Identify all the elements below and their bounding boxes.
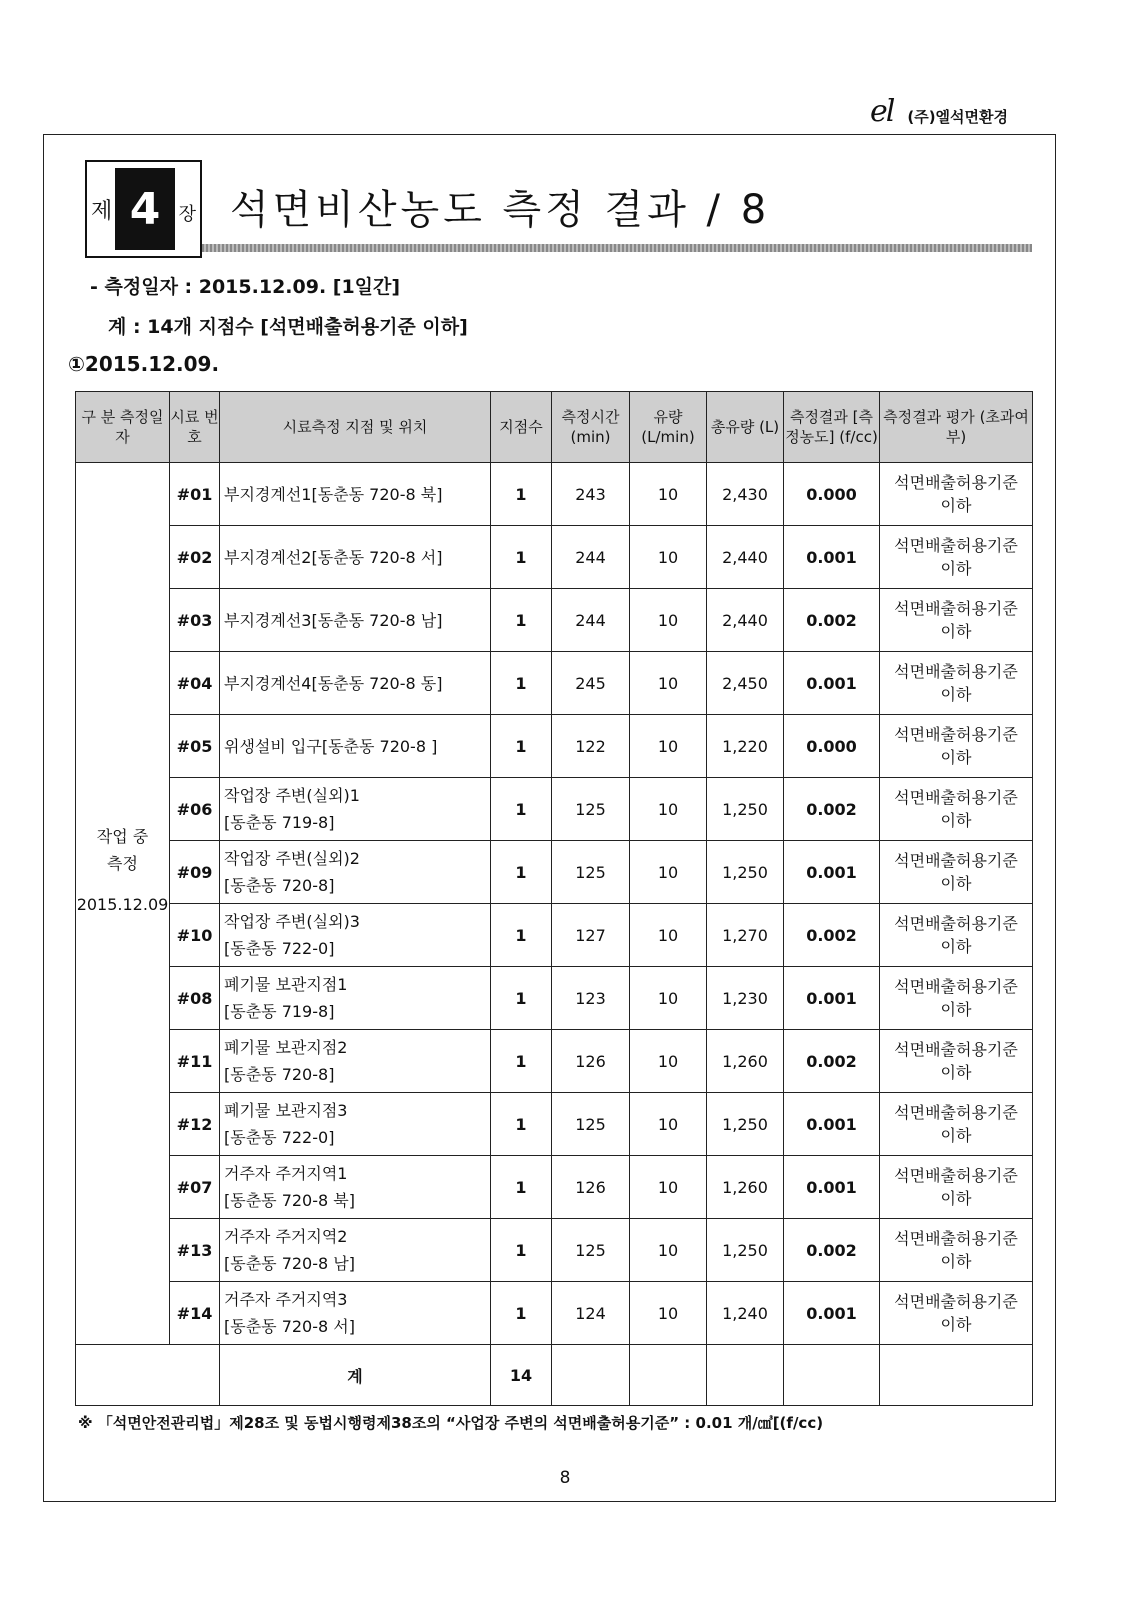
- evaluation-cell: [880, 967, 1033, 1030]
- evaluation-line: 석면배출허용기준: [894, 662, 1018, 681]
- location-line: 부지경계선1[동춘동 720-8 북]: [224, 484, 443, 504]
- evaluation-line: 석면배출허용기준: [894, 914, 1018, 933]
- table-row: [76, 778, 1033, 841]
- page-number: 8: [559, 1468, 571, 1488]
- points-cell: 1: [491, 652, 552, 715]
- evaluation-line: 이하: [940, 1000, 972, 1019]
- time-cell: 125: [552, 1219, 630, 1282]
- total-flow-cell: 1,230: [707, 967, 784, 1030]
- points-cell: 1: [491, 1093, 552, 1156]
- concentration-cell: 0.001: [784, 1093, 880, 1156]
- concentration-cell: 0.000: [784, 715, 880, 778]
- total-empty-cell: [552, 1345, 630, 1406]
- evaluation-cell: [880, 652, 1033, 715]
- location-line: 거주자 주거지역1: [224, 1164, 348, 1183]
- evaluation-line: 이하: [940, 622, 972, 641]
- table-row: [76, 526, 1033, 589]
- total-empty-cell: [880, 1345, 1033, 1406]
- flow-cell: 10: [630, 904, 707, 967]
- table-row: [76, 1093, 1033, 1156]
- total-flow-cell: 2,450: [707, 652, 784, 715]
- location-line: 부지경계선2[동춘동 720-8 서]: [224, 547, 443, 567]
- evaluation-cell: [880, 589, 1033, 652]
- group-line1: 작업 중: [96, 827, 149, 846]
- location-line: 거주자 주거지역3: [224, 1290, 348, 1309]
- total-flow-cell: 1,270: [707, 904, 784, 967]
- evaluation-cell: [880, 463, 1033, 526]
- location-line: 위생설비 입구[동춘동 720-8 ]: [224, 736, 438, 756]
- company-name: (주)엘석면환경: [907, 108, 1008, 126]
- sample-number-cell: #04: [170, 652, 220, 715]
- evaluation-cell: [880, 1093, 1033, 1156]
- total-flow-cell: 1,260: [707, 1156, 784, 1219]
- location-cell: [220, 1219, 491, 1282]
- sample-number-cell: #03: [170, 589, 220, 652]
- evaluation-line: 이하: [940, 1189, 972, 1208]
- table-row: [76, 652, 1033, 715]
- total-empty-cell: [707, 1345, 784, 1406]
- location-line: 작업장 주변(실외)3: [224, 912, 360, 931]
- points-cell: 1: [491, 1282, 552, 1345]
- concentration-cell: 0.002: [784, 1030, 880, 1093]
- location-cell: [220, 715, 491, 778]
- evaluation-line: 석면배출허용기준: [894, 977, 1018, 996]
- results-table: [75, 391, 1033, 1406]
- sample-number-cell: #09: [170, 841, 220, 904]
- flow-cell: 10: [630, 1282, 707, 1345]
- total-flow-cell: 1,250: [707, 1093, 784, 1156]
- flow-cell: 10: [630, 652, 707, 715]
- flow-cell: 10: [630, 778, 707, 841]
- concentration-cell: 0.001: [784, 841, 880, 904]
- points-cell: 1: [491, 967, 552, 1030]
- table-row: [76, 1219, 1033, 1282]
- flow-cell: 10: [630, 463, 707, 526]
- evaluation-line: 이하: [940, 1252, 972, 1271]
- group-line2: 측정: [107, 854, 138, 873]
- total-flow-cell: 1,250: [707, 778, 784, 841]
- points-cell: 1: [491, 526, 552, 589]
- location-line: 폐기물 보관지점2: [224, 1038, 348, 1057]
- evaluation-line: 이하: [940, 1315, 972, 1334]
- header-branding: [869, 94, 1008, 129]
- table-row: [76, 463, 1033, 526]
- location-line: 부지경계선3[동춘동 720-8 남]: [224, 610, 443, 630]
- col-header-evaluation: 측정결과 평가 (초과여부): [880, 392, 1033, 463]
- location-cell: [220, 778, 491, 841]
- table-row: [76, 715, 1033, 778]
- sample-number-cell: #11: [170, 1030, 220, 1093]
- table-row: [76, 1282, 1033, 1345]
- location-address: [동춘동 722-0]: [224, 1128, 335, 1147]
- sample-number-cell: #10: [170, 904, 220, 967]
- chapter-number: 4: [115, 168, 175, 250]
- concentration-cell: 0.002: [784, 778, 880, 841]
- concentration-cell: 0.001: [784, 1282, 880, 1345]
- total-flow-cell: 1,220: [707, 715, 784, 778]
- location-line: 폐기물 보관지점3: [224, 1101, 348, 1120]
- location-cell: [220, 841, 491, 904]
- results-body: [76, 463, 1033, 1406]
- table-row: [76, 967, 1033, 1030]
- location-cell: [220, 463, 491, 526]
- group-date: 2015.12.09: [76, 895, 169, 914]
- concentration-cell: 0.001: [784, 1156, 880, 1219]
- sample-number-cell: #05: [170, 715, 220, 778]
- sample-number-cell: #08: [170, 967, 220, 1030]
- points-cell: 1: [491, 589, 552, 652]
- col-header-category: 구 분 측정일자: [76, 392, 170, 463]
- location-address: [동춘동 720-8 남]: [224, 1254, 355, 1273]
- location-cell: [220, 1156, 491, 1219]
- location-cell: [220, 967, 491, 1030]
- location-line: 부지경계선4[동춘동 720-8 동]: [224, 673, 443, 693]
- col-header-sample-no: 시료 번호: [170, 392, 220, 463]
- sample-number-cell: #13: [170, 1219, 220, 1282]
- evaluation-cell: [880, 841, 1033, 904]
- flow-cell: 10: [630, 526, 707, 589]
- points-cell: 1: [491, 1219, 552, 1282]
- flow-cell: 10: [630, 1030, 707, 1093]
- points-cell: 1: [491, 1156, 552, 1219]
- measurement-date: - 측정일자 : 2015.12.09. [1일간]: [90, 276, 401, 298]
- location-address: [동춘동 719-8]: [224, 1002, 335, 1021]
- concentration-cell: 0.001: [784, 967, 880, 1030]
- total-flow-cell: 1,250: [707, 841, 784, 904]
- sample-number-cell: #02: [170, 526, 220, 589]
- time-cell: 245: [552, 652, 630, 715]
- total-flow-cell: 1,250: [707, 1219, 784, 1282]
- points-cell: 1: [491, 778, 552, 841]
- time-cell: 126: [552, 1030, 630, 1093]
- sample-number-cell: #01: [170, 463, 220, 526]
- evaluation-line: 이하: [940, 1126, 972, 1145]
- col-header-location: 시료측정 지점 및 위치: [220, 392, 491, 463]
- location-cell: [220, 1282, 491, 1345]
- concentration-cell: 0.002: [784, 904, 880, 967]
- concentration-cell: 0.002: [784, 1219, 880, 1282]
- evaluation-line: 이하: [940, 937, 972, 956]
- time-cell: 124: [552, 1282, 630, 1345]
- evaluation-cell: [880, 1156, 1033, 1219]
- total-flow-cell: 1,240: [707, 1282, 784, 1345]
- evaluation-line: 석면배출허용기준: [894, 1229, 1018, 1248]
- evaluation-line: 석면배출허용기준: [894, 788, 1018, 807]
- table-row: [76, 589, 1033, 652]
- evaluation-line: 석면배출허용기준: [894, 1292, 1018, 1311]
- total-flow-cell: 1,260: [707, 1030, 784, 1093]
- sample-number-cell: #06: [170, 778, 220, 841]
- location-line: 폐기물 보관지점1: [224, 975, 348, 994]
- location-address: [동춘동 720-8 서]: [224, 1317, 355, 1336]
- time-cell: 244: [552, 526, 630, 589]
- total-empty-cell: [76, 1345, 220, 1406]
- total-label-cell: 계: [220, 1345, 491, 1406]
- col-header-points: 지점수: [491, 392, 552, 463]
- flow-cell: 10: [630, 967, 707, 1030]
- evaluation-line: 이하: [940, 811, 972, 830]
- flow-cell: 10: [630, 1093, 707, 1156]
- location-cell: [220, 526, 491, 589]
- location-cell: [220, 904, 491, 967]
- evaluation-line: 석면배출허용기준: [894, 599, 1018, 618]
- footnote: ※ 「석면안전관리법」제28조 및 동법시행령제38조의 “사업장 주변의 석면배출허용기준” : 0.01 개/㎤[(f/cc): [78, 1414, 824, 1432]
- location-address: [동춘동 719-8]: [224, 813, 335, 832]
- sample-number-cell: #07: [170, 1156, 220, 1219]
- table-row: [76, 1156, 1033, 1219]
- concentration-cell: 0.000: [784, 463, 880, 526]
- evaluation-line: 이하: [940, 1063, 972, 1082]
- sample-number-cell: #14: [170, 1282, 220, 1345]
- time-cell: 123: [552, 967, 630, 1030]
- col-header-flow: 유량 (L/min): [630, 392, 707, 463]
- col-header-total-flow: 총유량 (L): [707, 392, 784, 463]
- evaluation-line: 이하: [940, 496, 972, 515]
- table-header-row: [76, 392, 1033, 463]
- time-cell: 122: [552, 715, 630, 778]
- evaluation-cell: [880, 526, 1033, 589]
- concentration-cell: 0.001: [784, 652, 880, 715]
- time-cell: 125: [552, 841, 630, 904]
- points-cell: 1: [491, 463, 552, 526]
- points-cell: 1: [491, 715, 552, 778]
- measurement-group-cell: [76, 463, 170, 1345]
- points-cell: 1: [491, 904, 552, 967]
- points-cell: 1: [491, 1030, 552, 1093]
- page-title: 석면비산농도 측정 결과 / 8: [230, 187, 771, 233]
- location-cell: [220, 1093, 491, 1156]
- time-cell: 126: [552, 1156, 630, 1219]
- chapter-badge: [85, 160, 202, 258]
- evaluation-cell: [880, 904, 1033, 967]
- location-cell: [220, 1030, 491, 1093]
- evaluation-line: 석면배출허용기준: [894, 725, 1018, 744]
- location-address: [동춘동 720-8 북]: [224, 1191, 355, 1210]
- total-value-cell: 14: [491, 1345, 552, 1406]
- col-header-time: 측정시간 (min): [552, 392, 630, 463]
- flow-cell: 10: [630, 589, 707, 652]
- time-cell: 243: [552, 463, 630, 526]
- total-row: [76, 1345, 1033, 1406]
- evaluation-cell: [880, 1030, 1033, 1093]
- evaluation-cell: [880, 1219, 1033, 1282]
- location-line: 작업장 주변(실외)2: [224, 849, 360, 868]
- evaluation-line: 이하: [940, 748, 972, 767]
- points-cell: 1: [491, 841, 552, 904]
- concentration-cell: 0.001: [784, 526, 880, 589]
- evaluation-cell: [880, 778, 1033, 841]
- flow-cell: 10: [630, 715, 707, 778]
- evaluation-line: 석면배출허용기준: [894, 1166, 1018, 1185]
- evaluation-line: 석면배출허용기준: [894, 1040, 1018, 1059]
- table-row: [76, 841, 1033, 904]
- evaluation-line: 이하: [940, 874, 972, 893]
- time-cell: 125: [552, 1093, 630, 1156]
- company-logo: el: [869, 94, 894, 129]
- time-cell: 125: [552, 778, 630, 841]
- concentration-cell: 0.002: [784, 589, 880, 652]
- flow-cell: 10: [630, 1219, 707, 1282]
- flow-cell: 10: [630, 1156, 707, 1219]
- location-address: [동춘동 720-8]: [224, 1065, 335, 1084]
- evaluation-cell: [880, 715, 1033, 778]
- title-underline: [202, 244, 1032, 252]
- col-header-result: 측정결과 [측정농도] (f/cc): [784, 392, 880, 463]
- evaluation-line: 석면배출허용기준: [894, 851, 1018, 870]
- location-address: [동춘동 720-8]: [224, 876, 335, 895]
- chapter-prefix: 제: [91, 199, 113, 224]
- sample-number-cell: #12: [170, 1093, 220, 1156]
- total-empty-cell: [784, 1345, 880, 1406]
- flow-cell: 10: [630, 841, 707, 904]
- location-cell: [220, 652, 491, 715]
- location-line: 거주자 주거지역2: [224, 1227, 348, 1246]
- total-flow-cell: 2,430: [707, 463, 784, 526]
- evaluation-line: 석면배출허용기준: [894, 1103, 1018, 1122]
- total-flow-cell: 2,440: [707, 589, 784, 652]
- total-empty-cell: [630, 1345, 707, 1406]
- location-line: 작업장 주변(실외)1: [224, 786, 360, 805]
- time-cell: 244: [552, 589, 630, 652]
- measurement-total: 계 : 14개 지점수 [석면배출허용기준 이하]: [108, 316, 468, 338]
- chapter-suffix: 장: [178, 204, 196, 225]
- table-row: [76, 1030, 1033, 1093]
- evaluation-line: 이하: [940, 685, 972, 704]
- location-address: [동춘동 722-0]: [224, 939, 335, 958]
- location-cell: [220, 589, 491, 652]
- evaluation-line: 이하: [940, 559, 972, 578]
- evaluation-line: 석면배출허용기준: [894, 473, 1018, 492]
- section-date: ①2015.12.09.: [68, 352, 220, 376]
- evaluation-cell: [880, 1282, 1033, 1345]
- table-row: [76, 904, 1033, 967]
- total-flow-cell: 2,440: [707, 526, 784, 589]
- time-cell: 127: [552, 904, 630, 967]
- evaluation-line: 석면배출허용기준: [894, 536, 1018, 555]
